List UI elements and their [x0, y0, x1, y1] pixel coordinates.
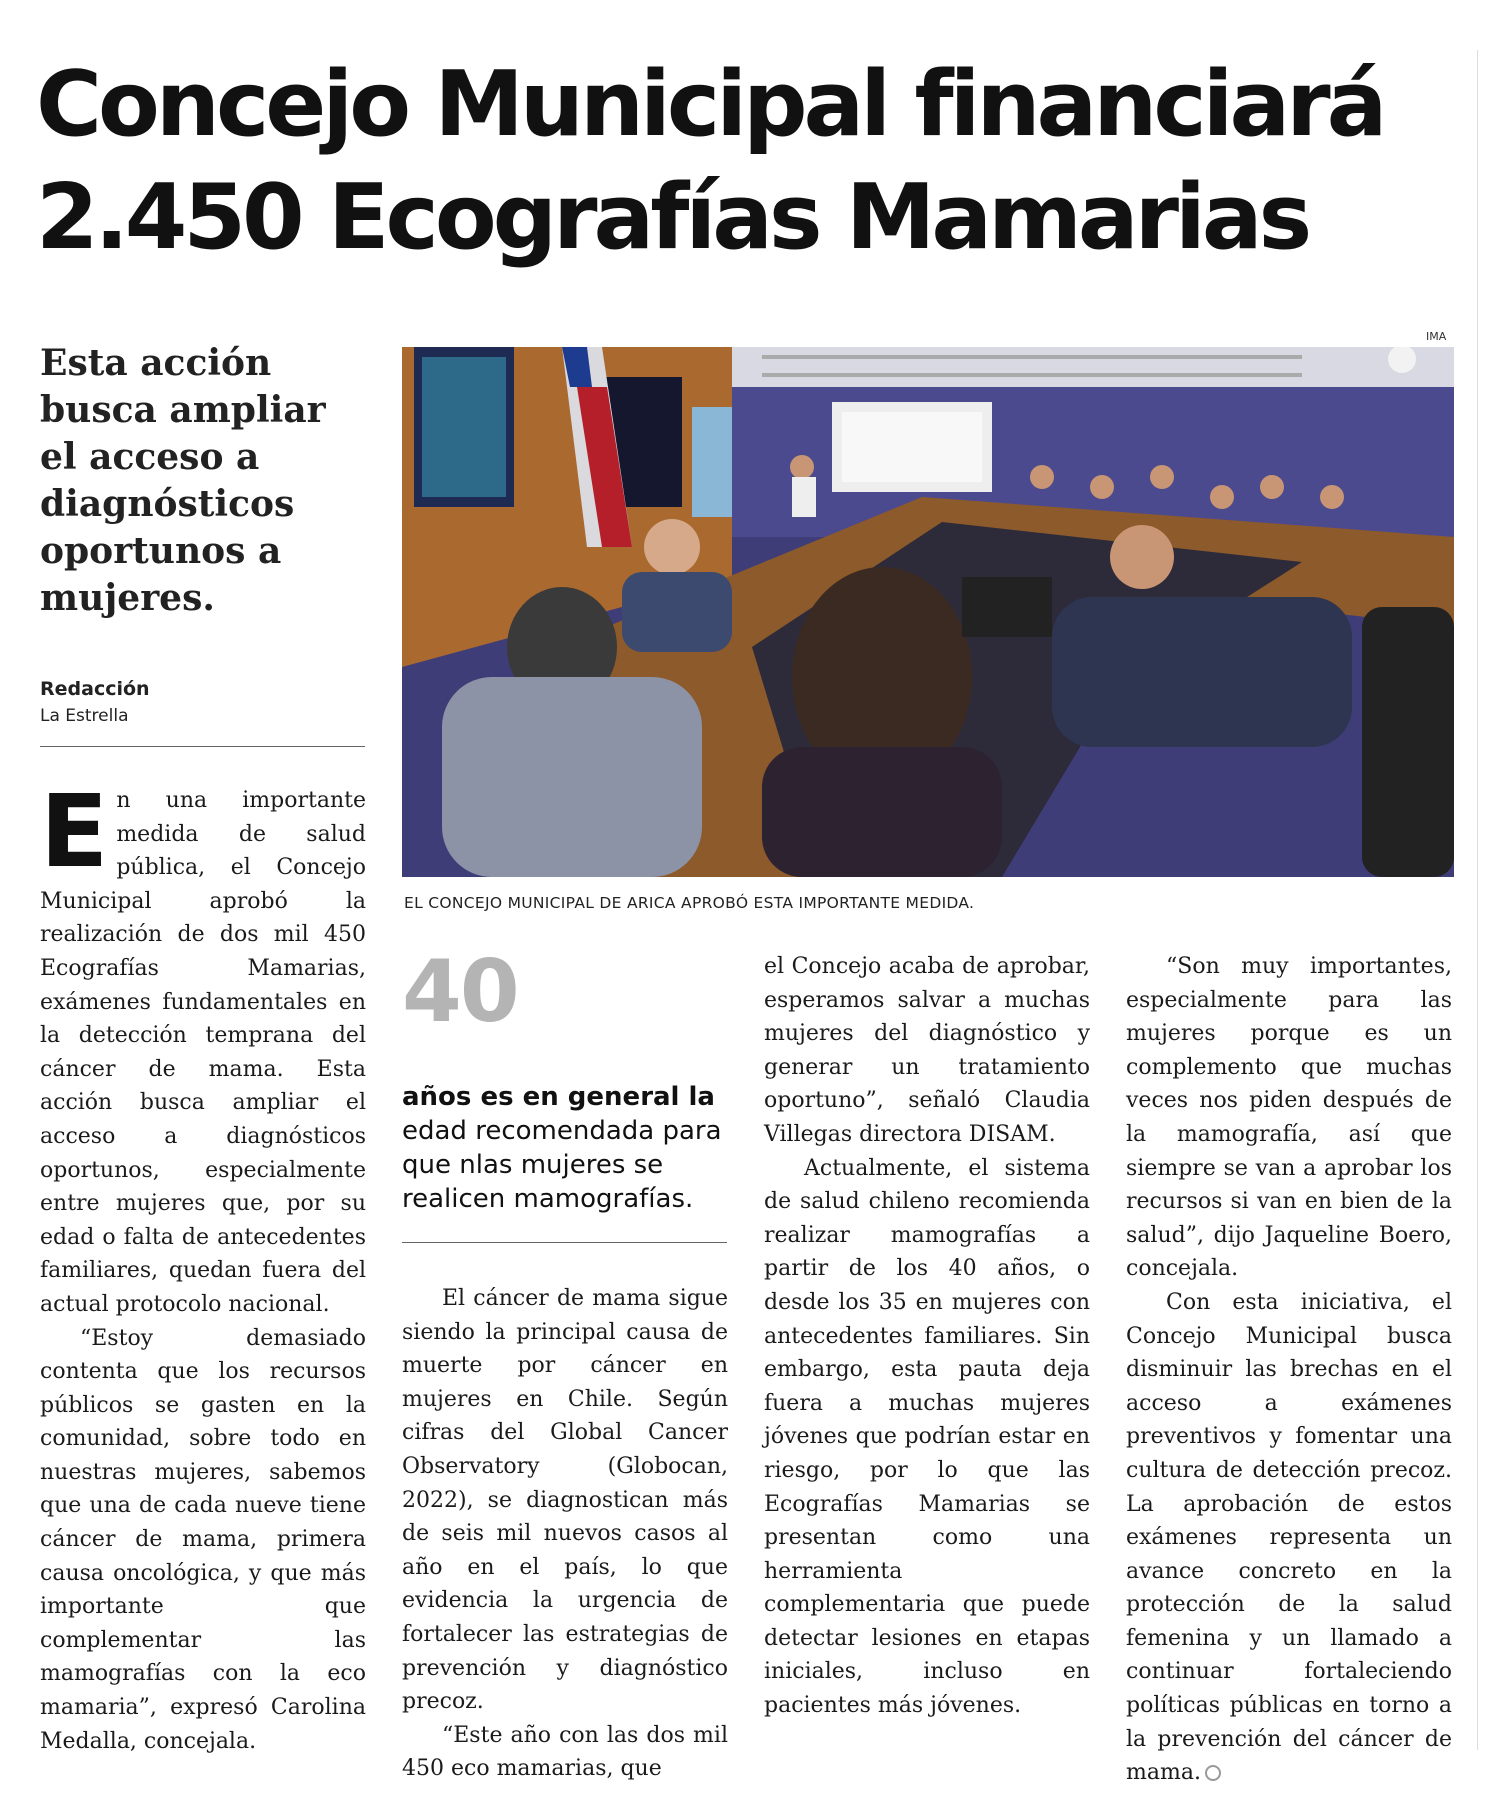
- news-photo: [402, 347, 1454, 877]
- body-column-4: [1126, 950, 1452, 1790]
- body-paragraph: El cáncer de mama sigue siendo la principal causa de muerte por cáncer en mujeres en Chile. Según cifras del Global Cancer Observatory (Globocan, 2022), se diagnostican más de seis mil nuevos casos al año en el país, lo que evidencia la urgencia de fortalecer las estrategias de prevención y diagnóstico precoz.: [402, 1286, 728, 1715]
- body-column-2: [402, 1282, 728, 1786]
- body-paragraph: [1126, 1286, 1452, 1790]
- body-column-3: [764, 950, 1090, 1723]
- body-paragraph: Actualmente, el sistema de salud chileno recomienda realizar mamografías a partir de los 40 años, o desde los 35 en mujeres con antecedentes familiares. Sin embargo, esta pauta deja fuera a muchas mujeres jóvenes que podrían estar en riesgo, por lo que las Ecografías Mamarias se presentan como una herramienta complementaria que puede detectar lesiones en etapas iniciales, incluso en pacientes más jóvenes.: [764, 1155, 1090, 1719]
- photo-caption: EL CONCEJO MUNICIPAL DE ARICA APROBÓ ESTA IMPORTANTE MEDIDA.: [404, 894, 975, 912]
- stat-number: 40: [402, 942, 518, 1042]
- headline-line-2: 2.450 Ecografías Mamarias: [36, 165, 1309, 270]
- body-paragraph: “Estoy demasiado contenta que los recursos públicos se gasten en la comunidad, sobre todo en nuestras mujeres, sabemos que una de cada nueve tiene cáncer de mama, primera causa oncológica, y que más importante que complementar las mamografías con la eco mamaria”, expresó Carolina Medalla, concejala.: [40, 1325, 366, 1754]
- body-paragraph: “Son muy importantes, especialmente para las mujeres porque es un complemento que muchas veces nos piden después de la mamografía, así que siempre se van a aprobar los recursos si van en bien de la salud”, dijo Jaqueline Boero, concejala.: [1126, 954, 1452, 1282]
- council-meeting-photo: [402, 347, 1454, 877]
- headline: [36, 48, 1456, 274]
- stat-regular-text: edad recomendada para que nlas mujeres se realicen mamografías.: [402, 1116, 722, 1214]
- byline-outlet: La Estrella: [40, 706, 129, 726]
- body-text: n una importante medida de salud pública, el Concejo Municipal aprobó la realización de dos mil 450 Ecografías Mamarias, exámenes fundamentales en la detección temprana del cáncer de mama. Esta acción busca ampliar el acceso a diagnósticos oportunos, especialmente entre mujeres que, por su edad o falta de antecedentes familiares, quedan fuera del actual protocolo nacional.: [40, 788, 366, 1317]
- body-column-1: [40, 773, 366, 1758]
- byline-author: Redacción: [40, 678, 150, 700]
- photo-credit: IMA: [1426, 330, 1447, 343]
- deck-subtitle: Esta acción busca ampliar el acceso a diagnósticos oportunos a mujeres.: [40, 342, 326, 619]
- body-text: Con esta iniciativa, el Concejo Municipal busca disminuir las brechas en el acceso a exámenes preventivos y fomentar una cultura de detección precoz. La aprobación de estos exámenes representa un avance concreto en la protección de la salud femenina y un llamado a continuar fortaleciendo políticas públicas en torno a la prevención del cáncer de mama.: [1126, 1289, 1452, 1786]
- drop-cap: E: [40, 773, 109, 890]
- page-edge-rule: [1477, 50, 1478, 1750]
- body-paragraph: “Este año con las dos mil 450 eco mamarias, que: [402, 1722, 728, 1782]
- body-paragraph: [40, 773, 366, 1322]
- stat-divider: [402, 1242, 727, 1243]
- headline-line-1: Concejo Municipal financiará: [36, 52, 1384, 157]
- stat-text: [402, 1080, 722, 1216]
- stat-bold-text: años es en general la: [402, 1082, 715, 1112]
- end-of-article-icon: [1205, 1765, 1221, 1781]
- byline-divider: [40, 746, 365, 747]
- body-paragraph: el Concejo acaba de aprobar, esperamos salvar a muchas mujeres del diagnóstico y generar un tratamiento oportuno”, señaló Claudia Villegas directora DISAM.: [764, 954, 1090, 1147]
